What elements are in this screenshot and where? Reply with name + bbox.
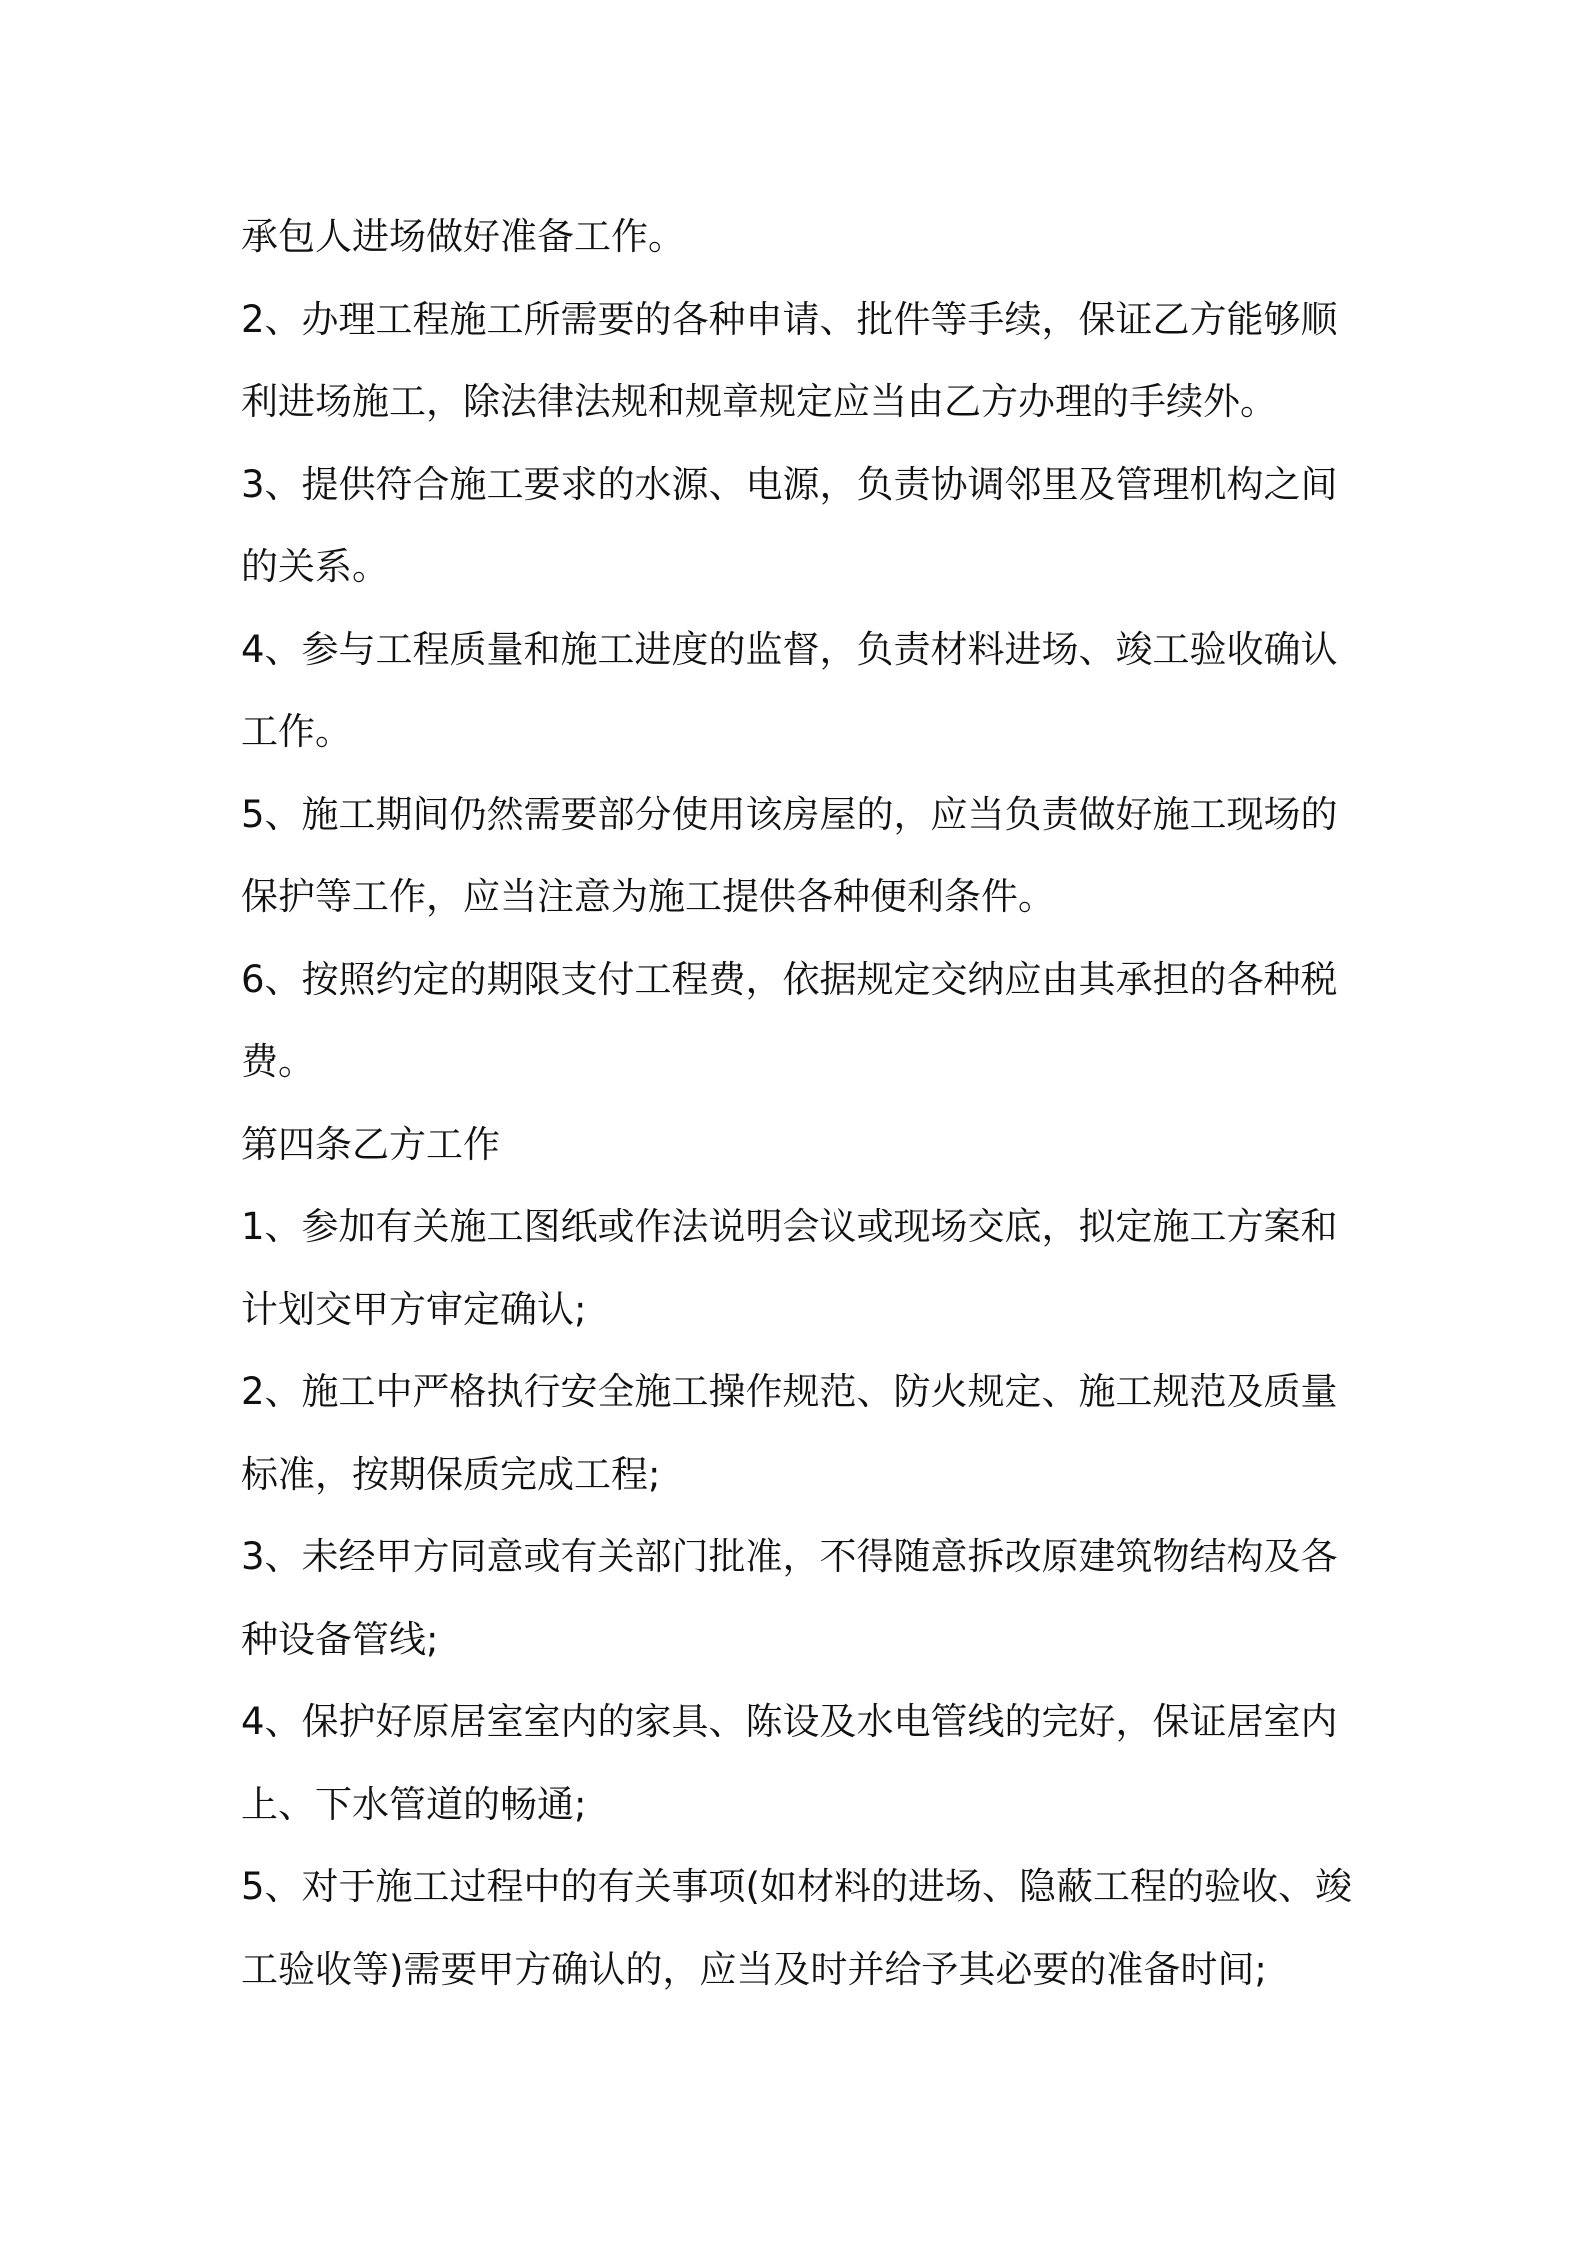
text-line-18: 种设备管线; (241, 1617, 439, 1661)
text-line-19: 4、保护好原居室室内的家具、陈设及水电管线的完好，保证居室内 (241, 1700, 1338, 1743)
text-line-3: 利进场施工，除法律法规和规章规定应当由乙方办理的手续外。 (241, 380, 1277, 423)
text-line-20: 上、下水管道的畅通; (241, 1782, 587, 1826)
section-heading: 第四条乙方工作 (241, 1122, 500, 1166)
text-line-1: 承包人进场做好准备工作。 (241, 215, 685, 258)
text-line-17: 3、未经甲方同意或有关部门批准，不得随意拆改原建筑物结构及各 (241, 1535, 1338, 1578)
text-line-8: 5、施工期间仍然需要部分使用该房屋的，应当负责做好施工现场的 (241, 792, 1338, 836)
text-line-11: 费。 (241, 1040, 315, 1083)
text-line-10: 6、按照约定的期限支付工程费，依据规定交纳应由其承担的各种税 (241, 957, 1338, 1001)
text-line-5: 的关系。 (241, 545, 389, 588)
text-line-4: 3、提供符合施工要求的水源、电源，负责协调邻里及管理机构之间 (241, 462, 1338, 506)
text-line-13: 1、参加有关施工图纸或作法说明会议或现场交底，拟定施工方案和 (241, 1205, 1338, 1248)
text-line-16: 标准，按期保质完成工程; (241, 1452, 661, 1496)
text-line-14: 计划交甲方审定确认; (241, 1287, 587, 1331)
text-line-6: 4、参与工程质量和施工进度的监督，负责材料进场、竣工验收确认 (241, 627, 1338, 671)
text-line-21: 5、对于施工过程中的有关事项(如材料的进场、隐蔽工程的验收、竣 (241, 1865, 1352, 1908)
text-line-7: 工作。 (241, 710, 352, 753)
text-line-15: 2、施工中严格执行安全施工操作规范、防火规定、施工规范及质量 (241, 1370, 1338, 1413)
text-line-9: 保护等工作，应当注意为施工提供各种便利条件。 (241, 875, 1055, 918)
text-line-2: 2、办理工程施工所需要的各种申请、批件等手续，保证乙方能够顺 (241, 297, 1338, 341)
document-body (241, 196, 1361, 2011)
text-line-22: 工验收等)需要甲方确认的，应当及时并给予其必要的准备时间; (241, 1947, 1267, 1991)
